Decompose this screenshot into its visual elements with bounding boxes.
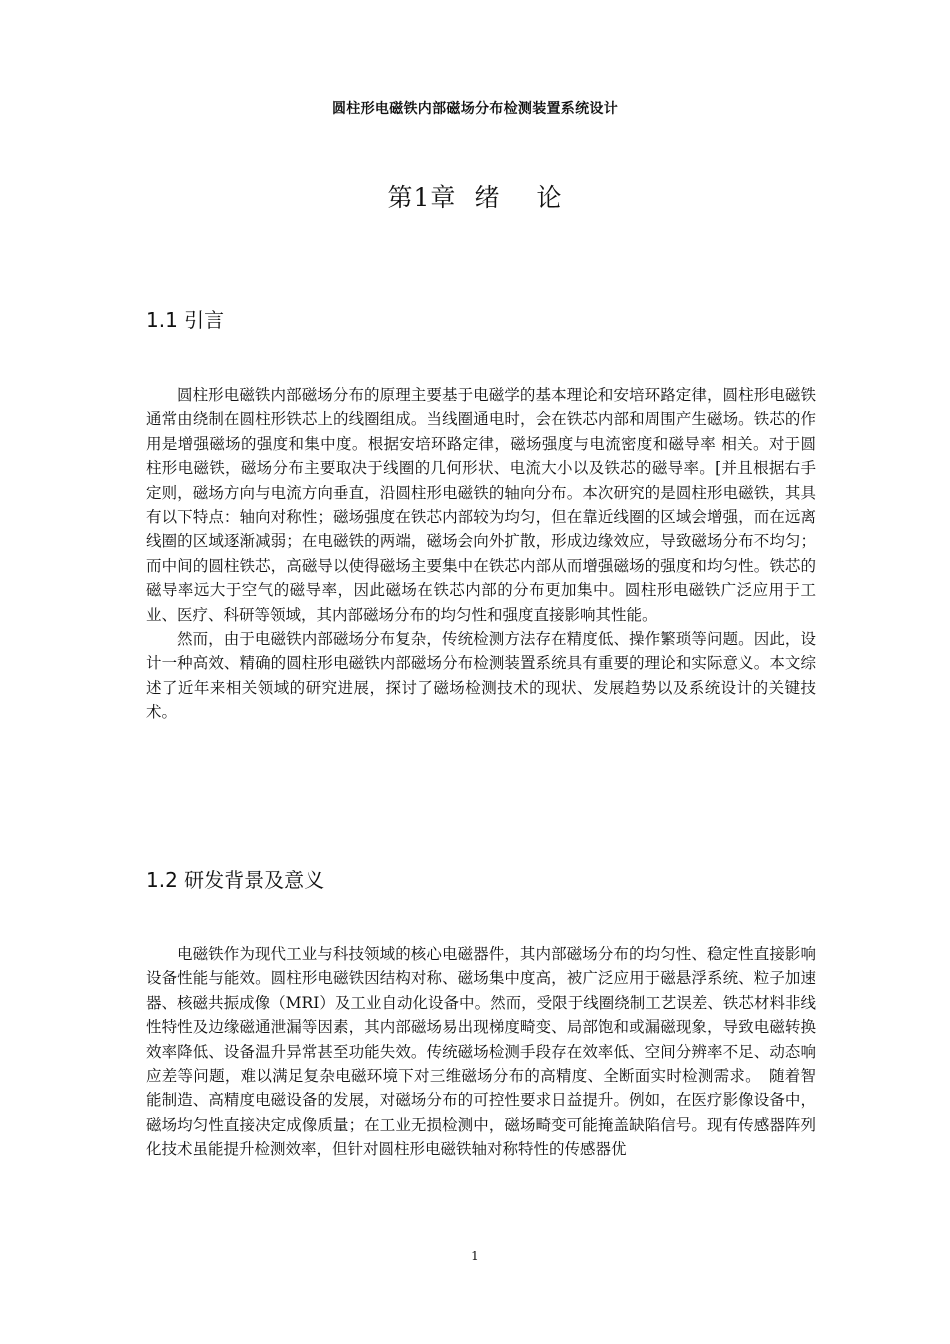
running-header: 圆柱形电磁铁内部磁场分布检测装置系统设计: [332, 101, 618, 117]
section-body-1-1: [146, 383, 816, 725]
paragraph: 圆柱形电磁铁内部磁场分布的原理主要基于电磁学的基本理论和安培环路定律，圆柱形电磁铁通常由绕制在圆柱形铁芯上的线圈组成。当线圈通电时，会在铁芯内部和周围产生磁场。铁芯的作用是增强磁场的强度和集中度。根据安培环路定律，磁场强度与电流密度和磁导率 相关。对于圆柱形电磁铁，磁场分布主要取决于线圈的几何形状、电流大小以及铁芯的磁导率。[并且根据右手定则，磁场方向与电流方向垂直，沿圆柱形电磁铁的轴向分布。本次研究的是圆柱形电磁铁，其具有以下特点：轴向对称性；磁场强度在铁芯内部较为均匀，但在靠近线圈的区域会增强，而在远离线圈的区域逐渐减弱；在电磁铁的两端，磁场会向外扩散，形成边缘效应，导致磁场分布不均匀；而中间的圆柱铁芯，高磁导以使得磁场主要集中在铁芯内部从而增强磁场的强度和均匀性。铁芯的磁导率远大于空气的磁导率，因此磁场在铁芯内部的分布更加集中。圆柱形电磁铁广泛应用于工业、医疗、科研等领域，其内部磁场分布的均匀性和强度直接影响其性能。: [146, 386, 816, 624]
page-number: 1: [471, 1249, 479, 1263]
section-heading-1-2: 1.2 研发背景及意义: [146, 868, 325, 892]
paragraph: 电磁铁作为现代工业与科技领域的核心电磁器件，其内部磁场分布的均匀性、稳定性直接影响设备性能与能效。圆柱形电磁铁因结构对称、磁场集中度高，被广泛应用于磁悬浮系统、粒子加速器、核磁共振成像（MRI）及工业自动化设备中。然而，受限于线圈绕制工艺误差、铁芯材料非线性特性及边缘磁通泄漏等因素，其内部磁场易出现梯度畸变、局部饱和或漏磁现象，导致电磁转换效率降低、设备温升异常甚至功能失效。传统磁场检测手段存在效率低、空间分辨率不足、动态响应差等问题，难以满足复杂电磁环境下对三维磁场分布的高精度、全断面实时检测需求。 随着智能制造、高精度电磁设备的发展，对磁场分布的可控性要求日益提升。例如，在医疗影像设备中，磁场均匀性直接决定成像质量；在工业无损检测中，磁场畸变可能掩盖缺陷信号。现有传感器阵列化技术虽能提升检测效率，但针对圆柱形电磁铁轴对称特性的传感器优: [146, 945, 816, 1159]
section-body-1-2: [146, 942, 816, 1162]
chapter-title-char-2: 论: [536, 183, 563, 212]
section-heading-1-1: 1.1 引言: [146, 308, 225, 332]
paragraph: 然而，由于电磁铁内部磁场分布复杂，传统检测方法存在精度低、操作繁琐等问题。因此，设计一种高效、精确的圆柱形电磁铁内部磁场分布检测装置系统具有重要的理论和实际意义。本文综述了近年来相关领域的研究进展，探讨了磁场检测技术的现状、发展趋势以及系统设计的关键技术。: [146, 630, 816, 722]
chapter-title: [0, 178, 950, 214]
chapter-number: 第1章: [387, 183, 457, 212]
chapter-title-char-1: 绪: [474, 183, 501, 212]
